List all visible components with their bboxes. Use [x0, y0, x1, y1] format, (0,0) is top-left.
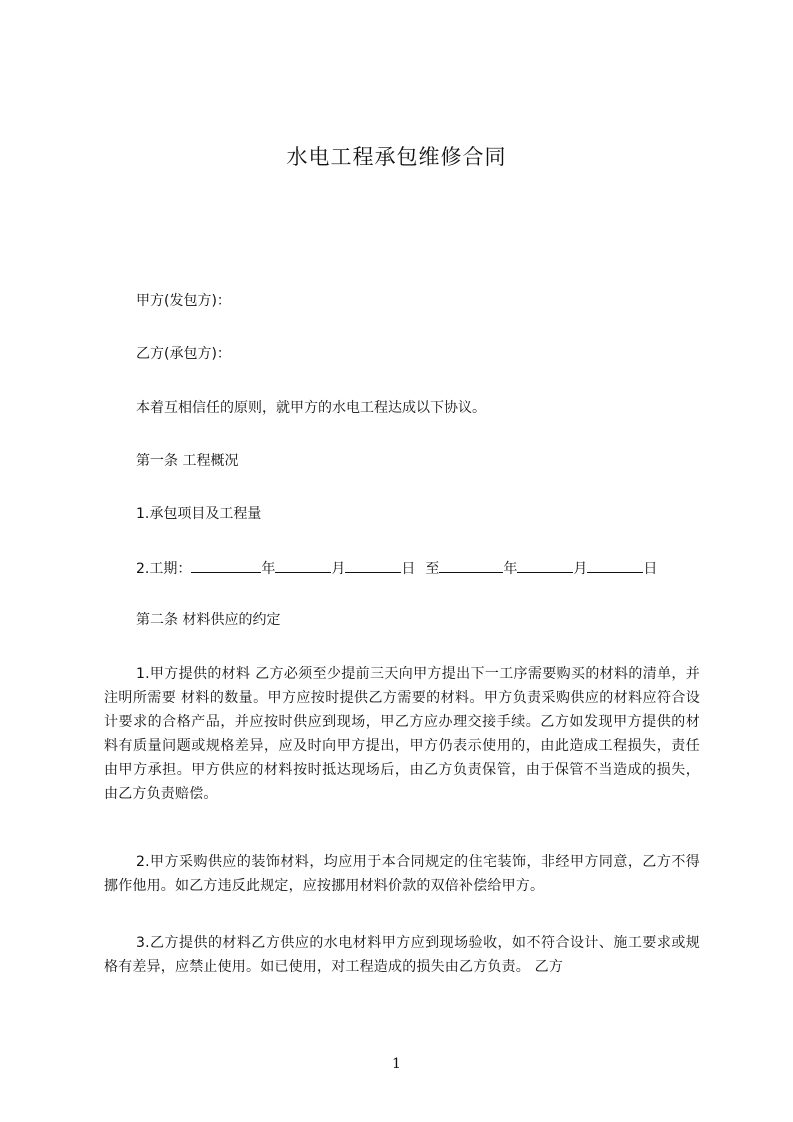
start-month-label: 月 [331, 561, 346, 577]
party-b-line: 乙方(承包方)： [136, 346, 231, 362]
start-day-label: 日 [401, 561, 416, 577]
end-month-label: 月 [573, 561, 588, 577]
clause-3-paragraph: 3.乙方提供的材料乙方供应的水电材料甲方应到现场验收，如不符合设计、施工要求或规格有差异，应禁止使用。如已使用，对工程造成的损失由乙方负责。 乙方 [104, 935, 700, 975]
preamble: 本着互相信任的原则，就甲方的水电工程达成以下协议。 [136, 400, 486, 416]
end-month-blank[interactable] [517, 557, 573, 573]
clause-2-paragraph: 2.甲方采购供应的装饰材料，均应用于本合同规定的住宅装饰，非经甲方同意，乙方不得挪作他用。如乙方违反此规定，应按挪用材料价款的双倍补偿给甲方。 [104, 854, 700, 894]
start-day-blank[interactable] [345, 557, 401, 573]
end-day-blank[interactable] [587, 557, 643, 573]
article-2-heading: 第二条 材料供应的约定 [136, 612, 281, 628]
duration-to: 至 [425, 561, 440, 577]
party-a-line: 甲方(发包方)： [136, 293, 231, 309]
start-year-blank[interactable] [191, 557, 261, 573]
start-month-blank[interactable] [275, 557, 331, 573]
end-year-label: 年 [503, 561, 518, 577]
article-1-heading: 第一条 工程概况 [136, 453, 239, 469]
duration-line [136, 557, 657, 579]
start-year-label: 年 [261, 561, 276, 577]
page-number: 1 [392, 1056, 401, 1072]
item-1-project: 1.承包项目及工程量 [136, 506, 262, 522]
duration-prefix: 2.工期： [136, 561, 192, 577]
end-year-blank[interactable] [439, 557, 503, 573]
clause-1-paragraph: 1.甲方提供的材料 乙方必须至少提前三天向甲方提出下一工序需要购买的材料的清单，并注明所需要 材料的数量。甲方应按时提供乙方需要的材料。甲方负责采购供应的材料应符合设计要求的合格产品，并应按时供应到现场，甲乙方应办理交接手续。乙方如发现甲方提供的材料有质量问题或规格差异，应及时向甲方提出，甲方仍表示使用的，由此造成工程损失，责任由甲方承担。甲方供应的材料按时抵达现场后，由乙方负责保管，由于保管不当造成的损失，由乙方负责赔偿。 [104, 666, 700, 802]
document-title: 水电工程承包维修合同 [286, 145, 507, 169]
end-day-label: 日 [643, 561, 658, 577]
